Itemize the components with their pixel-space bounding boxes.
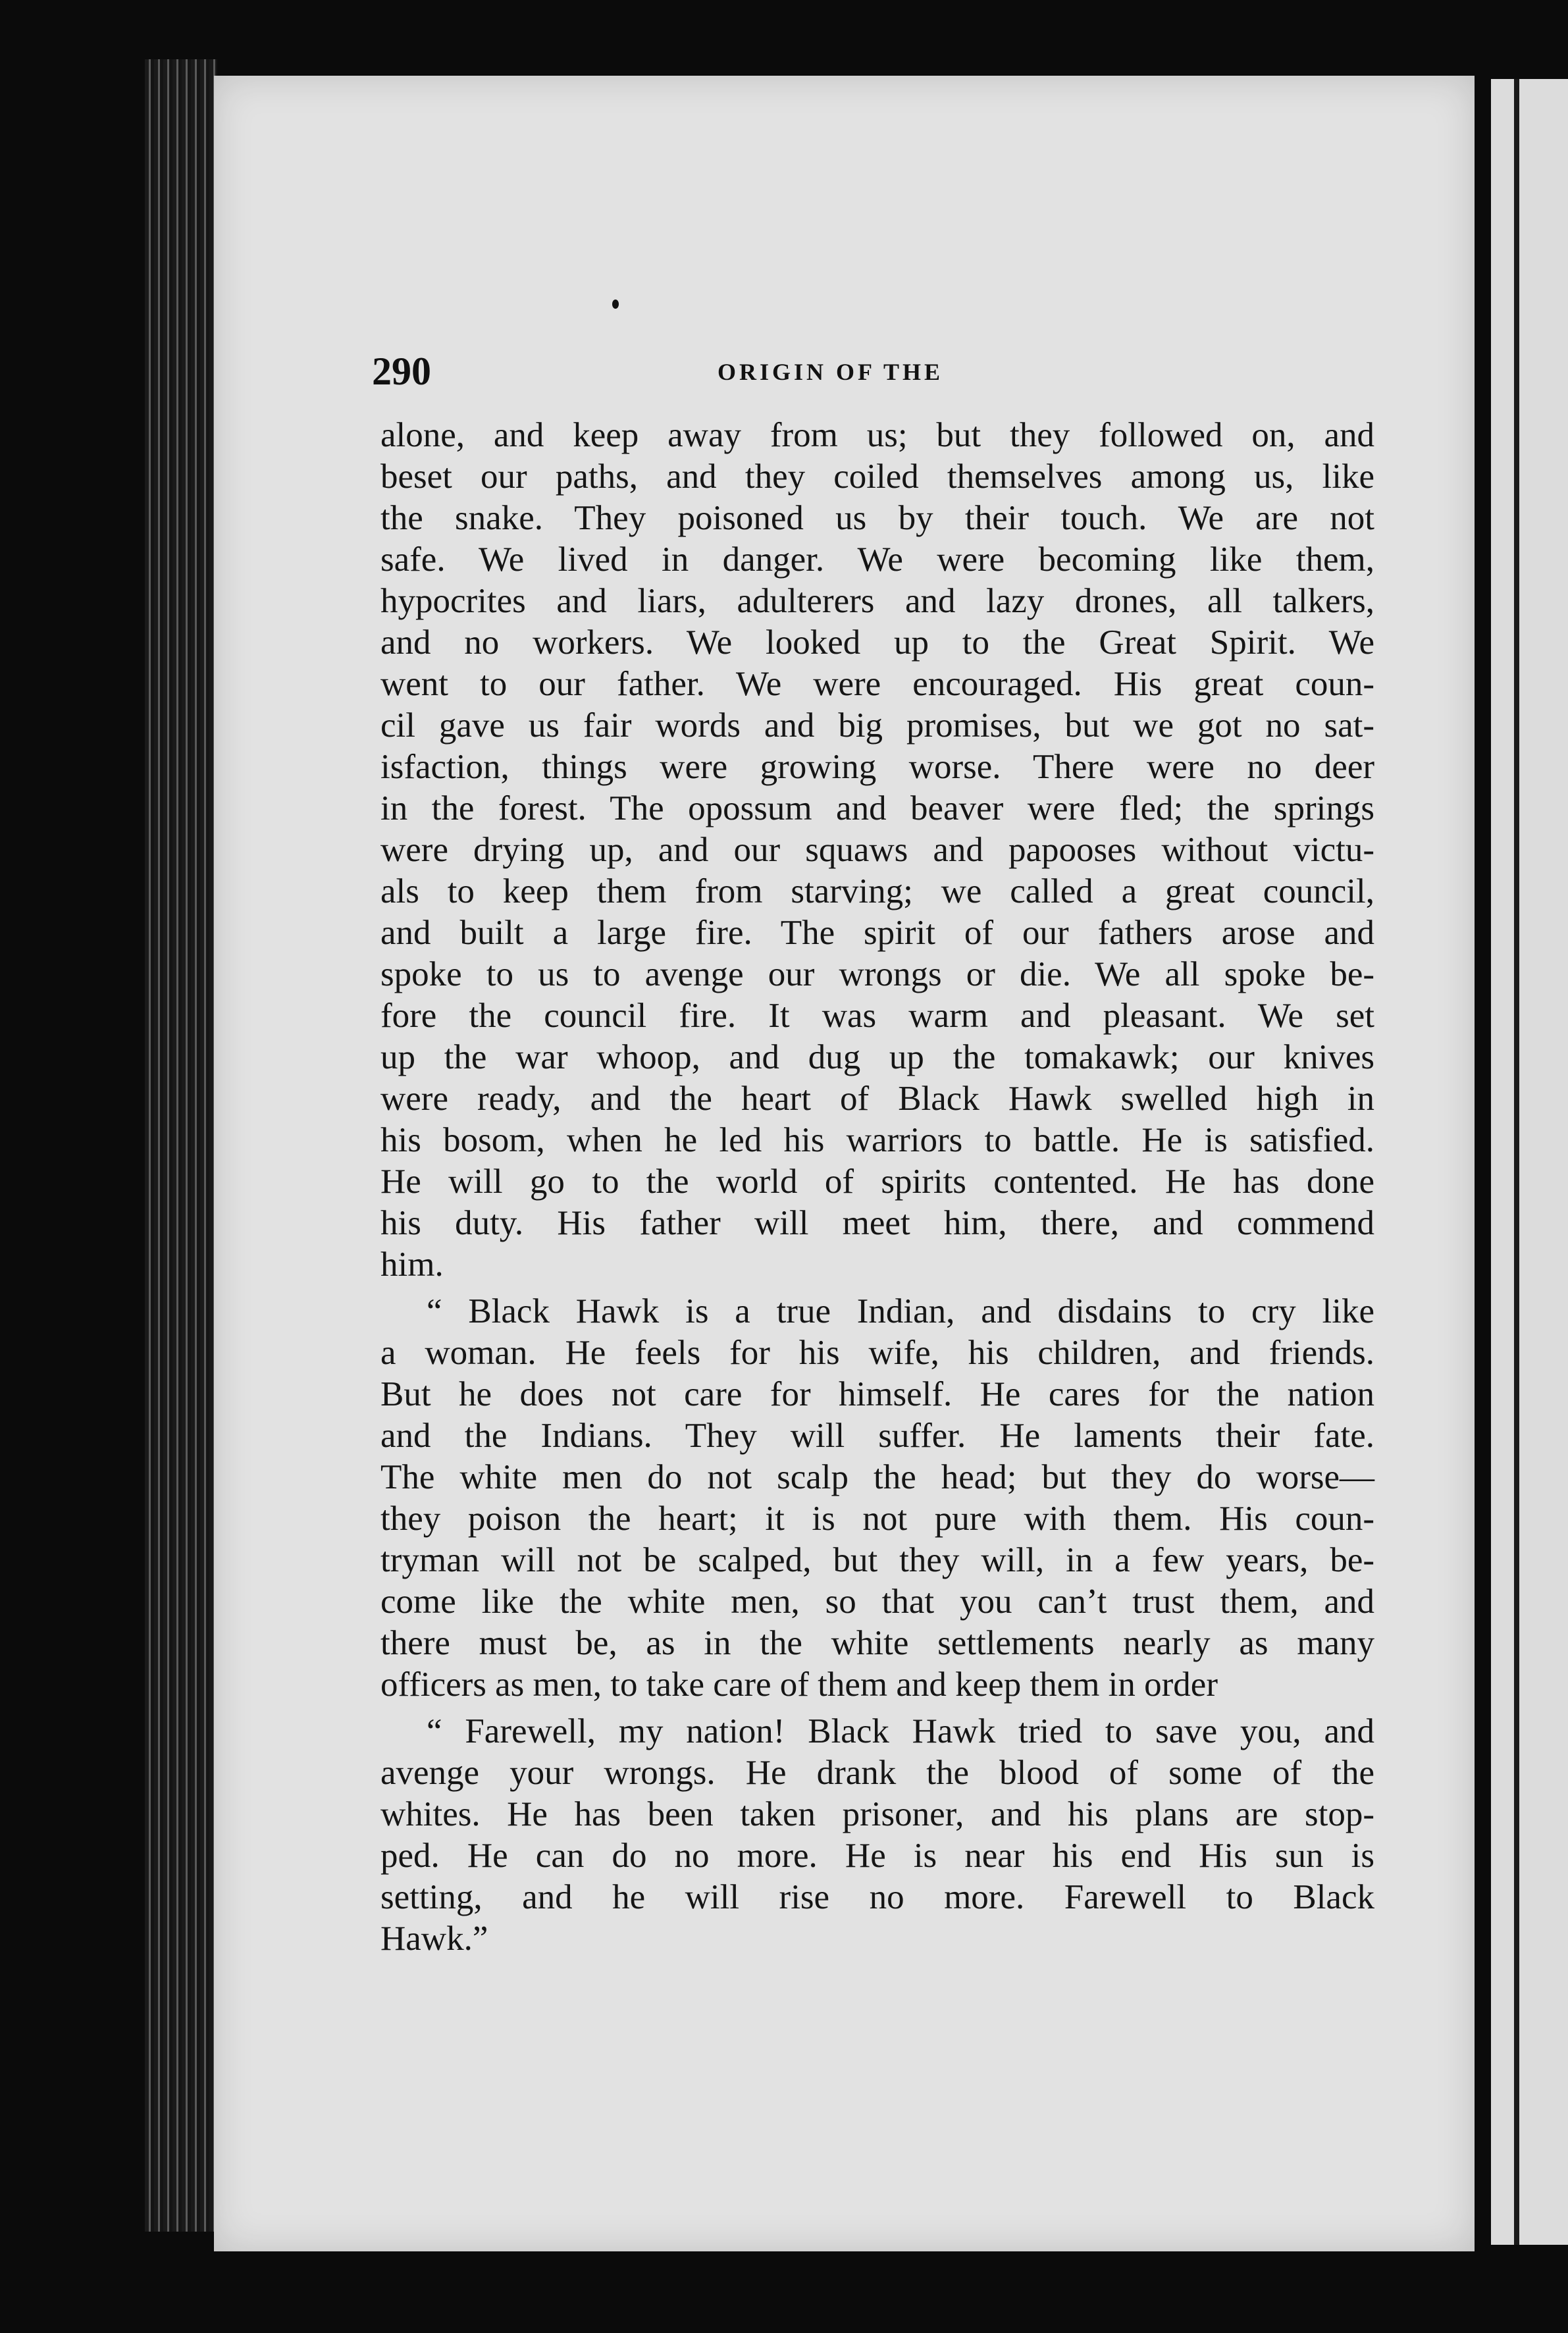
page-number: 290 <box>372 350 431 393</box>
paragraph <box>380 1711 1374 1960</box>
body-text <box>380 415 1374 1960</box>
book-spine-edge <box>145 59 217 2232</box>
text-line: were ready, and the heart of Black Hawk swelled high in <box>380 1080 1374 1118</box>
text-line: and built a large fire. The spirit of our fathers arose and <box>380 914 1374 952</box>
text-line: spoke to us to avenge our wrongs or die. We all spoke be- <box>380 955 1374 993</box>
text-line: But he does not care for himself. He cares for the nation <box>380 1375 1374 1413</box>
text-line: up the war whoop, and dug up the tomakawk; our knives <box>380 1038 1374 1076</box>
text-line: the snake. They poisoned us by their touch. We are not <box>380 499 1374 537</box>
text-line: there must be, as in the white settlements nearly as many <box>380 1624 1374 1662</box>
text-line: setting, and he will rise no more. Farewell to Black <box>380 1878 1374 1916</box>
text-line: were drying up, and our squaws and papooses without victu- <box>380 831 1374 869</box>
paragraph-gap <box>380 1286 1374 1291</box>
text-line: officers as men, to take care of them and keep them in order <box>380 1665 1218 1704</box>
text-line: hypocrites and liars, adulterers and lazy drones, all talkers, <box>380 582 1374 620</box>
facing-page-edge <box>1491 79 1568 2245</box>
text-line: and no workers. We looked up to the Great Spirit. We <box>380 623 1374 662</box>
text-line: fore the council fire. It was warm and pleasant. We set <box>380 997 1374 1035</box>
text-line: isfaction, things were growing worse. There were no deer <box>380 748 1374 786</box>
text-line: they poison the heart; it is not pure with them. His coun- <box>380 1500 1374 1538</box>
text-line: He will go to the world of spirits contented. He has done <box>380 1163 1374 1201</box>
running-title: ORIGIN OF THE <box>718 359 944 385</box>
text-line: and the Indians. They will suffer. He laments their fate. <box>380 1417 1374 1455</box>
text-line: him. <box>380 1245 444 1284</box>
text-line: ped. He can do no more. He is near his end His sun is <box>380 1837 1374 1875</box>
paragraph-gap <box>380 1706 1374 1711</box>
text-line: Hawk.” <box>380 1920 488 1958</box>
text-line: a woman. He feels for his wife, his children, and friends. <box>380 1334 1374 1372</box>
text-line: beset our paths, and they coiled themselves among us, like <box>380 458 1374 496</box>
ink-speck <box>612 300 619 309</box>
text-line: alone, and keep away from us; but they followed on, and <box>380 416 1374 454</box>
text-line: in the forest. The opossum and beaver were fled; the springs <box>380 789 1374 827</box>
running-head <box>372 349 1386 393</box>
text-line: The white men do not scalp the head; but they do worse— <box>380 1458 1374 1496</box>
text-line: avenge your wrongs. He drank the blood of some of the <box>380 1754 1374 1792</box>
paragraph <box>380 1291 1374 1706</box>
text-line: safe. We lived in danger. We were becoming like them, <box>380 540 1374 579</box>
text-line: “ Black Hawk is a true Indian, and disdains to cry like <box>427 1292 1374 1330</box>
text-line: cil gave us fair words and big promises, but we got no sat- <box>380 706 1374 745</box>
text-line: his duty. His father will meet him, there, and commend <box>380 1204 1374 1242</box>
text-line: went to our father. We were encouraged. His great coun- <box>380 665 1374 703</box>
text-line: tryman will not be scalped, but they will, in a few years, be- <box>380 1541 1374 1579</box>
paragraph <box>380 415 1374 1286</box>
text-line: come like the white men, so that you can’t trust them, and <box>380 1583 1374 1621</box>
text-line: his bosom, when he led his warriors to battle. He is satisfied. <box>380 1121 1374 1159</box>
text-line: whites. He has been taken prisoner, and his plans are stop- <box>380 1795 1374 1833</box>
page-gutter-shadow <box>1514 79 1519 2245</box>
text-line: “ Farewell, my nation! Black Hawk tried to save you, and <box>427 1712 1374 1750</box>
text-line: als to keep them from starving; we called a great council, <box>380 872 1374 910</box>
